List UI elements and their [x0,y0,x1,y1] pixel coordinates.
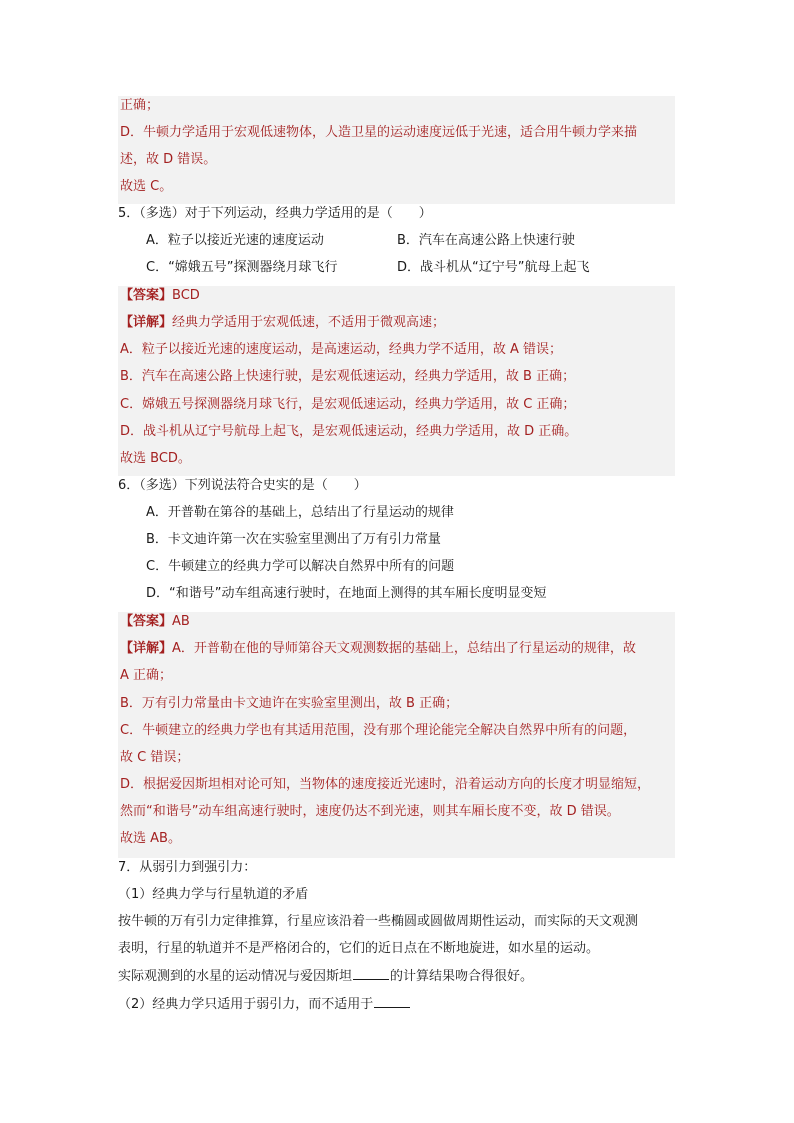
q5-option-c: C．“嫦娥五号”探测器绕月球飞行 [146,260,338,275]
q6-detail-d2: 然而“和谐号”动车组高速行驶时，速度仍达不到光速，则其车厢长度不变，故 D 错误。 [120,804,620,819]
q5-option-d: D．战斗机从“辽宁号”航母上起飞 [397,260,590,275]
answer-value: BCD [172,288,200,303]
q6-detail-c2: 故 C 错误； [120,750,190,765]
q7-stem: 7．从弱引力到强引力： [118,860,257,875]
q6-option-c: C．牛顿建立的经典力学可以解决自然界中所有的问题 [146,559,455,574]
answer-tag: 【答案】 [120,614,173,629]
q6-detail-d1: D．根据爱因斯坦相对论可知，当物体的速度接近光速时，沿着运动方向的长度才明显缩短， [120,777,651,792]
q5-option-b: B．汽车在高速公路上快速行驶 [397,233,575,248]
q5-option-a: A．粒子以接近光速的速度运动 [146,233,324,248]
q5-detail [120,314,445,332]
q6-detail-a1 [120,640,636,658]
prev-line-2: D．牛顿力学适用于宏观低速物体，人造卫星的运动速度远低于光速，适合用牛顿力学来描 [120,125,638,140]
q5-stem: 5．（多选）对于下列运动，经典力学适用的是（ ） [118,206,432,221]
prev-line-1: 正确； [120,98,160,113]
answer-block-prev [118,96,675,204]
prev-line-3: 述，故 D 错误。 [120,152,217,167]
q6-selection: 故选 AB。 [120,831,181,846]
q7-section-1: （1）经典力学与行星轨道的矛盾 [118,887,309,902]
q7-section-2 [118,995,411,1014]
answer-value: AB [172,614,190,629]
q7-para-3-end: 的计算结果吻合得很好。 [390,969,534,984]
q5-selection: 故选 BCD。 [120,451,191,466]
answer-tag: 【答案】 [120,288,173,303]
q7-para-3 [118,967,533,986]
q5-detail-c: C．嫦娥五号探测器绕月球飞行，是宏观低速运动，经典力学适用，故 C 正确； [120,397,576,412]
detail-tag: 【详解】 [120,641,173,656]
detail-text: A．开普勒在他的导师第谷天文观测数据的基础上，总结出了行星运动的规律，故 [172,641,636,656]
q6-option-b: B．卡文迪许第一次在实验室里测出了万有引力常量 [146,532,441,547]
q7-para-1: 按牛顿的万有引力定律推算，行星应该沿着一些椭圆或圆做周期性运动，而实际的天文观测 [118,914,639,929]
detail-text: 经典力学适用于宏观低速，不适用于微观高速； [172,315,446,330]
detail-tag: 【详解】 [120,315,173,330]
q5-detail-a: A．粒子以接近光速的速度运动，是高速运动，经典力学不适用，故 A 错误； [120,342,563,357]
q5-answer [120,287,200,305]
q6-detail-b: B．万有引力常量由卡文迪许在实验室里测出，故 B 正确； [120,696,459,711]
q6-answer [120,613,190,631]
fill-blank-1[interactable] [353,967,389,980]
q6-detail-c1: C．牛顿建立的经典力学也有其适用范围，没有那个理论能完全解决自然界中所有的问题， [120,723,637,738]
fill-blank-2[interactable] [374,995,410,1008]
q7-para-3-start: 实际观测到的水星的运动情况与爱因斯坦 [118,969,353,984]
q6-stem: 6．（多选）下列说法符合史实的是（ ） [118,478,367,493]
q6-option-a: A．开普勒在第谷的基础上，总结出了行星运动的规律 [146,505,454,520]
prev-line-4: 故选 C。 [120,179,173,194]
q5-detail-b: B．汽车在高速公路上快速行驶，是宏观低速运动，经典力学适用，故 B 正确； [120,369,576,384]
q5-detail-d: D．战斗机从辽宁号航母上起飞，是宏观低速运动，经典力学适用，故 D 正确。 [120,424,578,439]
q6-detail-a2: A 正确； [120,668,173,683]
q6-option-d: D．“和谐号”动车组高速行驶时，在地面上测得的其车厢长度明显变短 [146,586,547,601]
q7-para-2: 表明，行星的轨道并不是严格闭合的，它们的近日点在不断地旋进，如水星的运动。 [118,941,600,956]
q7-section-2-text: （2）经典力学只适用于弱引力，而不适用于 [118,997,374,1012]
